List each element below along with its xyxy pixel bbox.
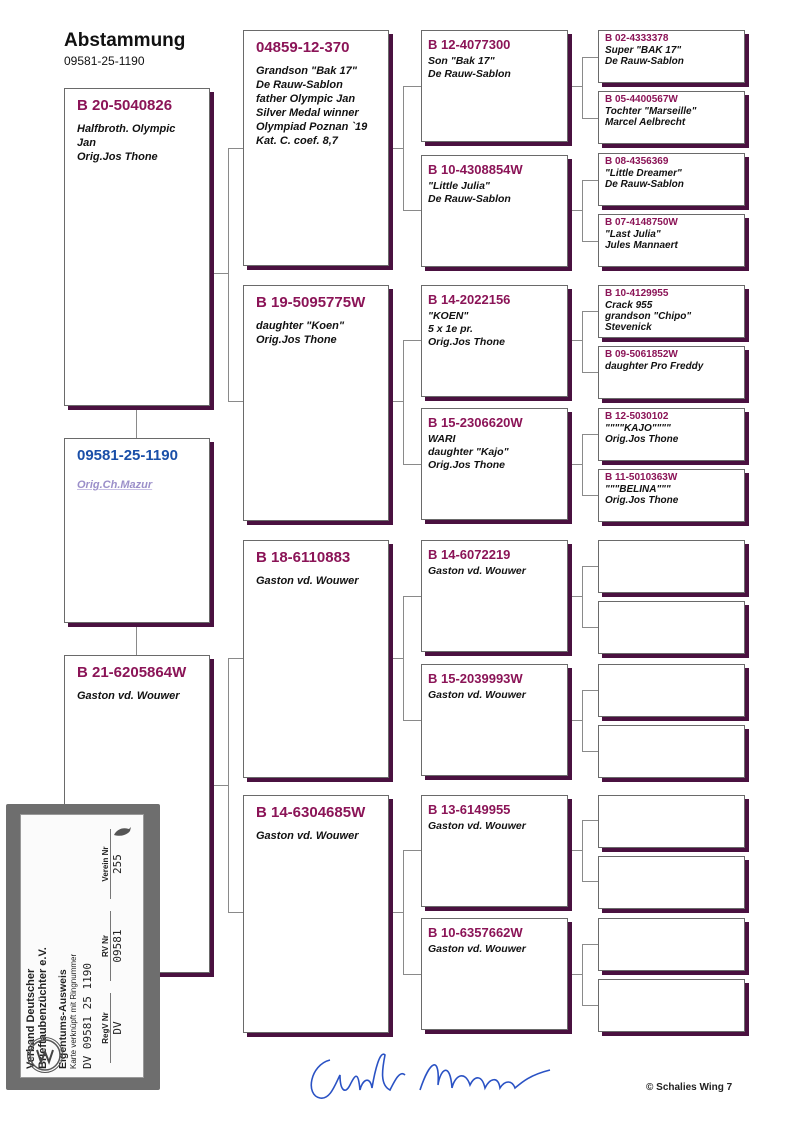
pedigree-ancestor-empty[interactable] xyxy=(598,918,745,971)
connector-line xyxy=(403,596,421,597)
signature-icon xyxy=(300,1040,570,1110)
ring-number: B 14-2022156 xyxy=(428,292,511,307)
connector-line xyxy=(228,148,229,401)
connector-line xyxy=(403,850,404,974)
ring-number: B 14-6072219 xyxy=(428,547,511,562)
connector-line xyxy=(582,372,598,373)
connector-line xyxy=(582,566,583,627)
connector-line xyxy=(582,566,598,567)
pedigree-ancestor[interactable] xyxy=(421,664,568,776)
ring-number: B 05-4400567W xyxy=(605,94,678,105)
connector-line xyxy=(136,404,137,440)
connector-line xyxy=(582,180,583,241)
ring-number: B 19-5095775W xyxy=(256,294,366,311)
pigeon-info: Super "BAK 17" De Rauw-Sablon xyxy=(605,45,684,67)
ring-number: B 18-6110883 xyxy=(256,549,351,566)
connector-line xyxy=(566,720,582,721)
connector-line xyxy=(208,273,228,274)
connector-line xyxy=(403,86,404,210)
ring-number: B 11-5010363W xyxy=(605,472,678,483)
connector-line xyxy=(582,311,583,372)
pigeon-info: "Little Julia" De Rauw-Sablon xyxy=(428,180,511,205)
pedigree-ancestor-empty[interactable] xyxy=(598,664,745,717)
pedigree-grandsire[interactable] xyxy=(243,30,389,266)
pigeon-info: Son "Bak 17" De Rauw-Sablon xyxy=(428,55,511,80)
pigeon-info: """BELINA""" Orig.Jos Thone xyxy=(605,484,679,506)
connector-line xyxy=(582,881,598,882)
connector-line xyxy=(582,751,598,752)
connector-line xyxy=(566,340,582,341)
pedigree-ancestor[interactable] xyxy=(421,540,568,652)
card-field-regv xyxy=(101,987,124,1069)
connector-line xyxy=(582,434,598,435)
ring-number: B 10-6357662W xyxy=(428,925,523,940)
card-field-label: RV Nr xyxy=(101,934,110,958)
connector-line xyxy=(582,57,583,118)
pigeon-info: Gaston vd. Wouwer xyxy=(256,575,359,587)
pigeon-info: Orig.Ch.Mazur xyxy=(77,479,153,491)
pedigree-ancestor[interactable] xyxy=(598,91,745,144)
connector-line xyxy=(403,210,421,211)
connector-line xyxy=(582,1005,598,1006)
ownership-card xyxy=(6,804,160,1090)
pedigree-ancestor[interactable] xyxy=(421,155,568,267)
pedigree-subject[interactable] xyxy=(64,438,210,623)
pigeon-info: Gaston vd. Wouwer xyxy=(428,689,526,701)
card-field-value: 09581 xyxy=(110,911,124,981)
ring-number: B 10-4129955 xyxy=(605,288,669,299)
card-ring-number: DV 09581 25 1190 xyxy=(81,963,94,1069)
ring-number: B 09-5061852W xyxy=(605,349,678,360)
connector-line xyxy=(387,912,403,913)
connector-line xyxy=(582,820,583,881)
connector-line xyxy=(566,596,582,597)
ring-number: B 20-5040826 xyxy=(77,97,173,114)
ring-number: B 10-4308854W xyxy=(428,162,523,177)
connector-line xyxy=(582,118,598,119)
pedigree-ancestor-empty[interactable] xyxy=(598,725,745,778)
ring-number: 09581-25-1190 xyxy=(77,447,178,464)
pigeon-info: Gaston vd. Wouwer xyxy=(256,830,359,842)
pigeon-info: Gaston vd. Wouwer xyxy=(77,690,180,702)
connector-line xyxy=(566,974,582,975)
connector-line xyxy=(387,148,403,149)
connector-line xyxy=(582,311,598,312)
connector-line xyxy=(582,241,598,242)
pedigree-ancestor[interactable] xyxy=(598,30,745,83)
pedigree-granddam[interactable] xyxy=(243,285,389,521)
connector-line xyxy=(582,57,598,58)
connector-line xyxy=(403,974,421,975)
pedigree-ancestor-empty[interactable] xyxy=(598,979,745,1032)
card-field-value: DV xyxy=(110,993,124,1063)
pigeon-info: Gaston vd. Wouwer xyxy=(428,943,526,955)
ring-number: B 15-2306620W xyxy=(428,415,523,430)
pedigree-ancestor[interactable] xyxy=(421,408,568,520)
card-field-label: Verein Nr xyxy=(101,846,110,882)
pedigree-ancestor[interactable] xyxy=(598,346,745,399)
card-field-rv xyxy=(101,905,124,987)
connector-line xyxy=(387,401,403,402)
pigeon-info: Grandson "Bak 17" De Rauw-Sablon father Olympic Jan Silver Medal winner Olympiad Poznan `19 Kat. C. coef. 8,7 xyxy=(256,65,368,147)
ring-number: B 13-6149955 xyxy=(428,802,511,817)
connector-line xyxy=(228,401,244,402)
pigeon-info: Gaston vd. Wouwer xyxy=(428,820,526,832)
pedigree-ancestor-empty[interactable] xyxy=(598,795,745,848)
ring-number: B 08-4356369 xyxy=(605,156,669,167)
connector-line xyxy=(582,434,583,495)
ring-number: B 02-4333378 xyxy=(605,33,669,44)
pedigree-ancestor[interactable] xyxy=(421,918,568,1030)
pedigree-ancestor[interactable] xyxy=(421,285,568,397)
ring-number: B 12-5030102 xyxy=(605,411,669,422)
pigeon-info: daughter "Koen" Orig.Jos Thone xyxy=(256,320,345,346)
connector-line xyxy=(403,850,421,851)
card-organisation-2: Brieftaubenzüchter e.V. xyxy=(37,947,49,1069)
connector-line xyxy=(566,210,582,211)
connector-line xyxy=(228,658,244,659)
association-logo-icon xyxy=(27,1037,63,1073)
card-organisation: Verband Deutscher xyxy=(25,968,37,1069)
pedigree-ancestor[interactable] xyxy=(598,408,745,461)
pedigree-ancestor[interactable] xyxy=(421,30,568,142)
ring-number: B 14-6304685W xyxy=(256,804,366,821)
connector-line xyxy=(582,944,598,945)
card-subtitle: Karte verknüpft mit Ringnummer xyxy=(69,953,78,1069)
pedigree-ancestor[interactable] xyxy=(598,214,745,267)
pigeon-info: Halfbroth. Olympic Jan Orig.Jos Thone xyxy=(77,123,176,163)
connector-line xyxy=(228,148,244,149)
connector-line xyxy=(566,850,582,851)
connector-line xyxy=(582,495,598,496)
connector-line xyxy=(403,596,404,720)
pigeon-info: """"KAJO"""" Orig.Jos Thone xyxy=(605,423,679,445)
pedigree-ancestor-empty[interactable] xyxy=(598,856,745,909)
pigeon-info: Crack 955 grandson "Chipo" Stevenick xyxy=(605,300,692,333)
pigeon-info: daughter Pro Freddy xyxy=(605,361,704,372)
pedigree-father[interactable] xyxy=(64,88,210,406)
page-subtitle: 09581-25-1190 xyxy=(64,54,145,68)
pedigree-ancestor-empty[interactable] xyxy=(598,601,745,654)
ring-number: B 21-6205864W xyxy=(77,664,187,681)
connector-line xyxy=(403,720,421,721)
card-field-value: 255 xyxy=(110,829,124,899)
pedigree-granddam[interactable] xyxy=(243,795,389,1033)
pigeon-info: "KOEN" 5 x 1e pr. Orig.Jos Thone xyxy=(428,310,506,348)
card-fields xyxy=(101,823,124,1069)
page-title: Abstammung xyxy=(64,30,186,51)
ownership-card-face xyxy=(20,814,144,1078)
pedigree-ancestor[interactable] xyxy=(598,153,745,206)
pigeon-info: "Last Julia" Jules Mannaert xyxy=(605,229,678,251)
connector-line xyxy=(403,340,421,341)
pigeon-info: "Little Dreamer" De Rauw-Sablon xyxy=(605,168,684,190)
connector-line xyxy=(403,86,421,87)
connector-line xyxy=(403,464,421,465)
connector-line xyxy=(582,690,598,691)
connector-line xyxy=(582,944,583,1005)
card-title: Eigentums-Ausweis xyxy=(57,969,69,1069)
connector-line xyxy=(582,627,598,628)
connector-line xyxy=(208,785,228,786)
pigeon-icon xyxy=(111,821,133,843)
pedigree-ancestor[interactable] xyxy=(598,469,745,522)
pedigree-grandsire[interactable] xyxy=(243,540,389,778)
connector-line xyxy=(566,464,582,465)
connector-line xyxy=(228,658,229,912)
pedigree-ancestor[interactable] xyxy=(598,285,745,338)
pedigree-ancestor[interactable] xyxy=(421,795,568,907)
pedigree-ancestor-empty[interactable] xyxy=(598,540,745,593)
ring-number: B 15-2039993W xyxy=(428,671,523,686)
connector-line xyxy=(387,658,403,659)
pigeon-info: WARI daughter "Kajo" Orig.Jos Thone xyxy=(428,433,509,471)
pigeon-info: Gaston vd. Wouwer xyxy=(428,565,526,577)
connector-line xyxy=(582,180,598,181)
connector-line xyxy=(582,690,583,751)
connector-line xyxy=(136,621,137,657)
ring-number: B 07-4148750W xyxy=(605,217,678,228)
ring-number: 04859-12-370 xyxy=(256,39,350,56)
connector-line xyxy=(228,912,244,913)
connector-line xyxy=(566,86,582,87)
card-field-label: RegV Nr xyxy=(101,1012,110,1044)
pigeon-info: Tochter "Marseille" Marcel Aelbrecht xyxy=(605,106,697,128)
ring-number: B 12-4077300 xyxy=(428,37,511,52)
copyright-text: © Schalies Wing 7 xyxy=(646,1082,733,1093)
connector-line xyxy=(582,820,598,821)
connector-line xyxy=(403,340,404,464)
